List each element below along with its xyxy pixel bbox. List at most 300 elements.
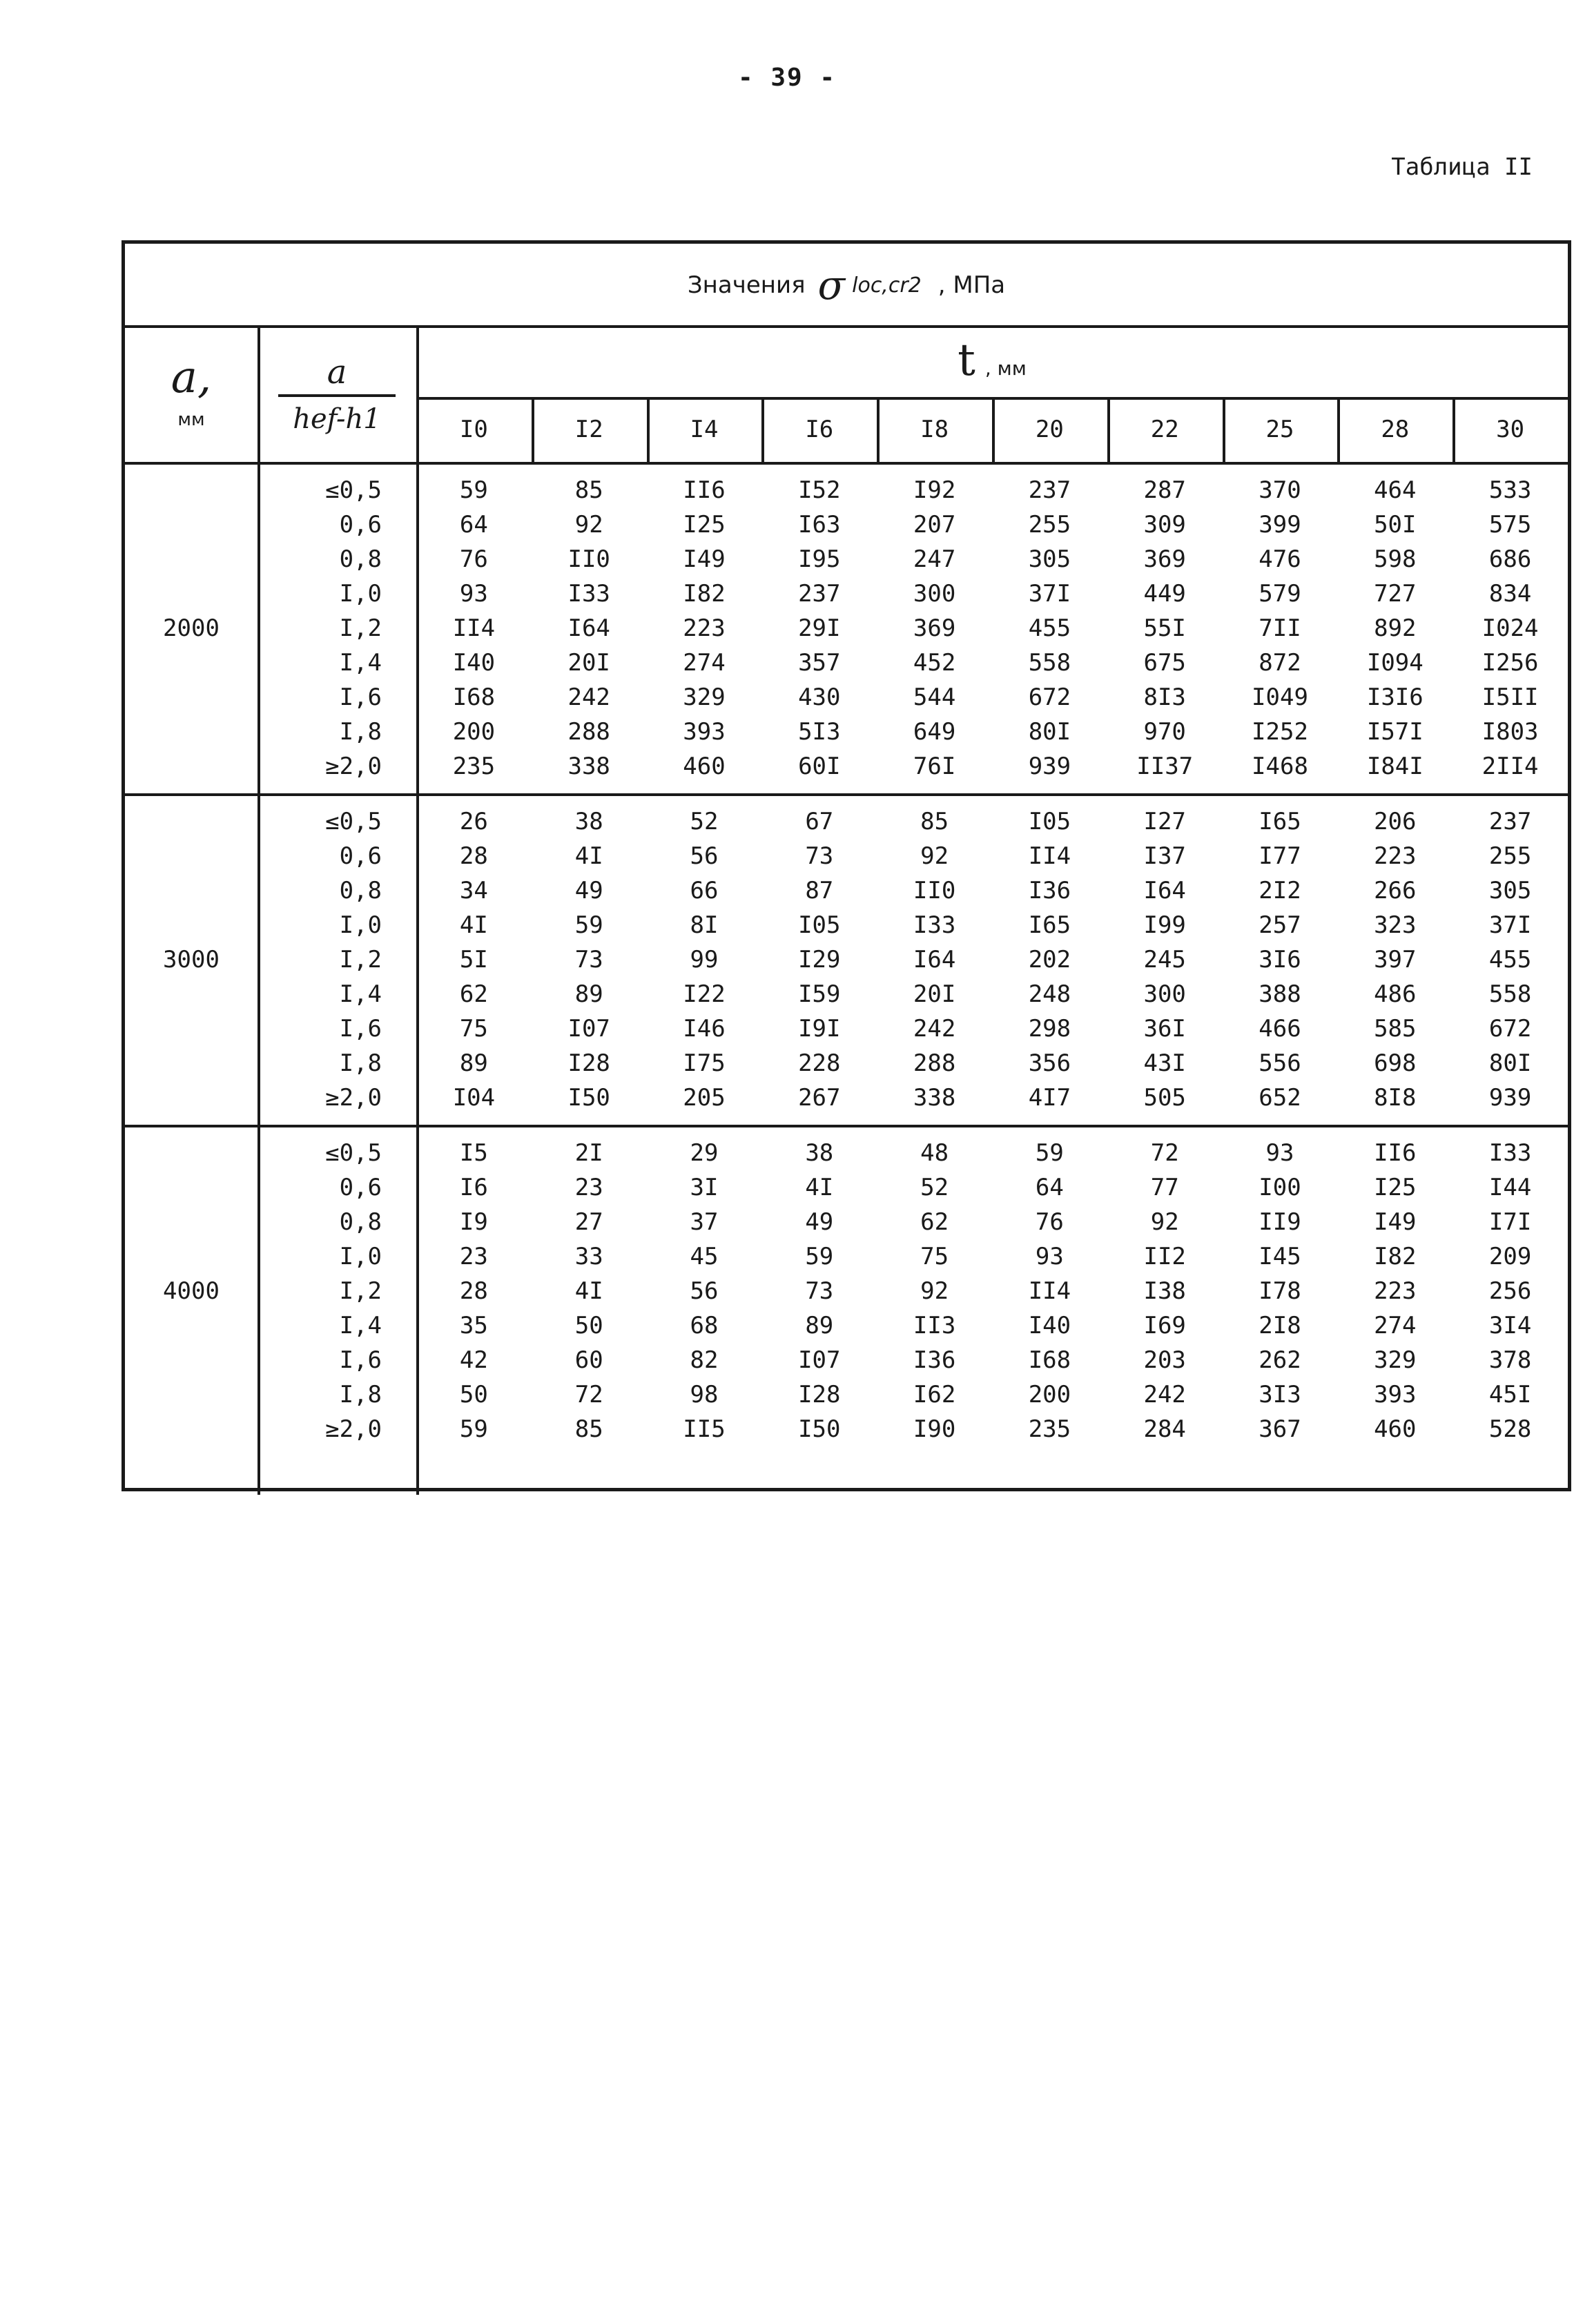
table-cell: 64 — [459, 511, 488, 539]
table-cell: 2I — [574, 1139, 603, 1167]
ratio-value: I,8 — [339, 718, 382, 746]
table-cell: 2I2 — [1259, 877, 1301, 904]
table-cell: I92 — [913, 476, 956, 504]
table-cell: 247 — [913, 545, 956, 573]
table-cell: 82 — [690, 1346, 719, 1374]
table-cell: 309 — [1143, 511, 1186, 539]
table-cell: I82 — [683, 580, 726, 608]
table-cell: I33 — [567, 580, 610, 608]
table-cell: II37 — [1136, 753, 1194, 780]
table-cell: 38 — [805, 1139, 834, 1167]
table-cell: I64 — [913, 946, 956, 974]
table-cell: 652 — [1259, 1084, 1301, 1112]
table-cell: I33 — [913, 911, 956, 939]
ratio-value: I,0 — [339, 911, 382, 939]
t-value-header: 22 — [1150, 416, 1179, 443]
table-cell: 85 — [574, 1415, 603, 1443]
table-cell: 357 — [798, 649, 841, 677]
table-cell: 49 — [574, 877, 603, 904]
table-cell: 455 — [1028, 614, 1071, 642]
table-cell: I65 — [1028, 911, 1071, 939]
table-cell: 203 — [1143, 1346, 1186, 1374]
table-cell: 329 — [1374, 1346, 1417, 1374]
table-cell: 356 — [1028, 1049, 1071, 1077]
table-cell: 338 — [567, 753, 610, 780]
table-cell: I68 — [452, 684, 496, 711]
table-cell: I40 — [452, 649, 496, 677]
ratio-value: I,8 — [339, 1049, 382, 1077]
table-cell: 3I3 — [1259, 1381, 1301, 1408]
table-cell: I68 — [1028, 1346, 1071, 1374]
table-cell: 93 — [1035, 1243, 1064, 1270]
table-cell: 8I — [690, 911, 719, 939]
table-cell: I95 — [798, 545, 841, 573]
page-number: - 39 - — [737, 64, 837, 92]
table-cell: 486 — [1374, 980, 1417, 1008]
sigma-subscript: loc,cr2 — [852, 273, 922, 298]
table-cell: 255 — [1028, 511, 1071, 539]
table-cell: 98 — [690, 1381, 719, 1408]
table-cell: II5 — [683, 1415, 726, 1443]
ratio-value: ≥2,0 — [325, 753, 382, 780]
table-cell: 37 — [690, 1208, 719, 1236]
table-cell: 2I8 — [1259, 1312, 1301, 1339]
table-cell: I78 — [1259, 1277, 1301, 1305]
table-cell: 29I — [798, 614, 841, 642]
table-cell: 235 — [452, 753, 496, 780]
ratio-value: I,2 — [339, 1277, 382, 1305]
block-divider — [125, 1125, 1568, 1127]
table-cell: 8I3 — [1143, 684, 1186, 711]
table-cell: 26 — [459, 808, 488, 835]
table-cell: 649 — [913, 718, 956, 746]
t-symbol: t — [958, 335, 975, 386]
sigma-symbol: σ — [817, 262, 846, 309]
table-cell: 209 — [1488, 1243, 1532, 1270]
table-cell: 8I8 — [1374, 1084, 1417, 1112]
table-cell: 43I — [1143, 1049, 1186, 1077]
table-cell: 73 — [805, 842, 834, 870]
table-cell: 452 — [913, 649, 956, 677]
table-cell: I3I6 — [1366, 684, 1424, 711]
table-cell: I25 — [1374, 1174, 1417, 1201]
table-cell: 464 — [1374, 476, 1417, 504]
table-cell: 60 — [574, 1346, 603, 1374]
ratio-value: ≥2,0 — [325, 1084, 382, 1112]
table-cell: 455 — [1488, 946, 1532, 974]
table-cell: 672 — [1488, 1015, 1532, 1043]
table-cell: 89 — [805, 1312, 834, 1339]
title-prefix: Значения — [687, 271, 806, 299]
table-cell: 5I3 — [798, 718, 841, 746]
table-cell: 329 — [683, 684, 726, 711]
a-header — [125, 353, 258, 430]
table-cell: II2 — [1143, 1243, 1186, 1270]
table-cell: 970 — [1143, 718, 1186, 746]
table-cell: 393 — [683, 718, 726, 746]
ratio-value: 0,8 — [339, 1208, 382, 1236]
table-cell: 399 — [1259, 511, 1301, 539]
table-cell: I9 — [459, 1208, 488, 1236]
table-cell: 59 — [805, 1243, 834, 1270]
table-cell: I49 — [683, 545, 726, 573]
table-cell: 287 — [1143, 476, 1186, 504]
table-cell: 284 — [1143, 1415, 1186, 1443]
table-cell: 37I — [1488, 911, 1532, 939]
table-cell: 872 — [1259, 649, 1301, 677]
table-cell: I40 — [1028, 1312, 1071, 1339]
table-cell: 28 — [459, 842, 488, 870]
table-cell: 3I4 — [1488, 1312, 1532, 1339]
table-cell: I59 — [798, 980, 841, 1008]
table-cell: 77 — [1150, 1174, 1179, 1201]
table-title — [125, 244, 1568, 327]
table-cell: II6 — [1374, 1139, 1417, 1167]
table-cell: II9 — [1259, 1208, 1301, 1236]
ratio-value: I,6 — [339, 1346, 382, 1374]
table-cell: 338 — [913, 1084, 956, 1112]
table-cell: 202 — [1028, 946, 1071, 974]
t-value-header: I0 — [459, 416, 488, 443]
table-cell: 75 — [920, 1243, 949, 1270]
table-cell: 288 — [567, 718, 610, 746]
table-cell: II0 — [567, 545, 610, 573]
table-cell: 68 — [690, 1312, 719, 1339]
table-cell: 59 — [459, 1415, 488, 1443]
table-cell: 92 — [574, 511, 603, 539]
t-value-header: 28 — [1381, 416, 1410, 443]
table-cell: 42 — [459, 1346, 488, 1374]
table-cell: 85 — [574, 476, 603, 504]
table-cell: 34 — [459, 877, 488, 904]
table-cell: 4I — [574, 842, 603, 870]
table-cell: I50 — [567, 1084, 610, 1112]
table-cell: I52 — [798, 476, 841, 504]
title-unit: , МПа — [937, 271, 1006, 299]
t-unit: , мм — [984, 357, 1027, 380]
table-cell: 267 — [798, 1084, 841, 1112]
ratio-value: I,4 — [339, 1312, 382, 1339]
table-cell: 367 — [1259, 1415, 1301, 1443]
table-cell: I5II — [1481, 684, 1539, 711]
table-cell: 245 — [1143, 946, 1186, 974]
table-cell: 93 — [459, 580, 488, 608]
table-cell: 73 — [805, 1277, 834, 1305]
table-cell: 305 — [1488, 877, 1532, 904]
table-cell: 242 — [913, 1015, 956, 1043]
table-cell: I05 — [798, 911, 841, 939]
t-header — [416, 335, 1568, 386]
body-divider — [125, 462, 1568, 465]
table-cell: 460 — [683, 753, 726, 780]
table-cell: 672 — [1028, 684, 1071, 711]
table-cell: 288 — [913, 1049, 956, 1077]
table-cell: 59 — [574, 911, 603, 939]
table-cell: I00 — [1259, 1174, 1301, 1201]
table-cell: 533 — [1488, 476, 1532, 504]
table-cell: 2II4 — [1481, 753, 1539, 780]
table-cell: 237 — [1028, 476, 1071, 504]
table-cell: I803 — [1481, 718, 1539, 746]
table-cell: 505 — [1143, 1084, 1186, 1112]
table-cell: II0 — [913, 877, 956, 904]
table-cell: 76I — [913, 753, 956, 780]
table-cell: 698 — [1374, 1049, 1417, 1077]
table-cell: 378 — [1488, 1346, 1532, 1374]
table-cell: 369 — [913, 614, 956, 642]
table-cell: 66 — [690, 877, 719, 904]
table-cell: 72 — [1150, 1139, 1179, 1167]
table-cell: I64 — [567, 614, 610, 642]
t-value-header: I6 — [805, 416, 834, 443]
t-value-header: 20 — [1035, 416, 1064, 443]
table-cell: 300 — [913, 580, 956, 608]
table-cell: I36 — [913, 1346, 956, 1374]
table-cell: 235 — [1028, 1415, 1071, 1443]
table-cell: I04 — [452, 1084, 496, 1112]
table-cell: 80I — [1488, 1049, 1532, 1077]
table-cell: 675 — [1143, 649, 1186, 677]
block-divider — [125, 793, 1568, 796]
ratio-value: 0,8 — [339, 545, 382, 573]
table-cell: 579 — [1259, 580, 1301, 608]
table-cell: 5I — [459, 946, 488, 974]
table-cell: 45I — [1488, 1381, 1532, 1408]
table-cell: I28 — [567, 1049, 610, 1077]
table-cell: 99 — [690, 946, 719, 974]
table-cell: 237 — [798, 580, 841, 608]
table-cell: 460 — [1374, 1415, 1417, 1443]
table-cell: 223 — [1374, 842, 1417, 870]
header-divider — [125, 325, 1568, 328]
table-cell: 29 — [690, 1139, 719, 1167]
table-cell: 28 — [459, 1277, 488, 1305]
ratio-value: I,8 — [339, 1381, 382, 1408]
table-cell: 558 — [1488, 980, 1532, 1008]
table-cell: 55I — [1143, 614, 1186, 642]
table-cell: 50I — [1374, 511, 1417, 539]
table-cell: 205 — [683, 1084, 726, 1112]
table-cell: 36I — [1143, 1015, 1186, 1043]
table-cell: 49 — [805, 1208, 834, 1236]
table-cell: 228 — [798, 1049, 841, 1077]
table-cell: I57I — [1366, 718, 1424, 746]
table-cell: I44 — [1488, 1174, 1532, 1201]
table-cell: I38 — [1143, 1277, 1186, 1305]
ratio-value: ≤0,5 — [325, 476, 382, 504]
table-cell: I27 — [1143, 808, 1186, 835]
ratio-header — [278, 350, 396, 441]
table-cell: I46 — [683, 1015, 726, 1043]
table-cell: 305 — [1028, 545, 1071, 573]
ratio-value: I,4 — [339, 649, 382, 677]
table-cell: 727 — [1374, 580, 1417, 608]
table-cell: 556 — [1259, 1049, 1301, 1077]
table-cell: 7II — [1259, 614, 1301, 642]
table-cell: 62 — [920, 1208, 949, 1236]
table-cell: II3 — [913, 1312, 956, 1339]
table-cell: 558 — [1028, 649, 1071, 677]
table-cell: 449 — [1143, 580, 1186, 608]
table-cell: 93 — [1265, 1139, 1294, 1167]
table-cell: I22 — [683, 980, 726, 1008]
ratio-value: 0,8 — [339, 877, 382, 904]
table-cell: I256 — [1481, 649, 1539, 677]
table-cell: 72 — [574, 1381, 603, 1408]
table-cell: I75 — [683, 1049, 726, 1077]
table-cell: 200 — [1028, 1381, 1071, 1408]
table-cell: 3I — [690, 1174, 719, 1201]
ratio-value: ≤0,5 — [325, 808, 382, 835]
table-cell: II4 — [1028, 1277, 1071, 1305]
table-cell: I65 — [1259, 808, 1301, 835]
table-cell: I05 — [1028, 808, 1071, 835]
table-cell: 3I6 — [1259, 946, 1301, 974]
table-cell: 59 — [459, 476, 488, 504]
table-cell: 20I — [567, 649, 610, 677]
table-cell: 257 — [1259, 911, 1301, 939]
table-cell: 75 — [459, 1015, 488, 1043]
table-cell: I99 — [1143, 911, 1186, 939]
table-cell: 52 — [690, 808, 719, 835]
table-cell: I45 — [1259, 1243, 1301, 1270]
table-cell: 38 — [574, 808, 603, 835]
table-cell: 76 — [459, 545, 488, 573]
table-cell: 256 — [1488, 1277, 1532, 1305]
table-cell: 89 — [459, 1049, 488, 1077]
table-cell: 76 — [1035, 1208, 1064, 1236]
a-value: 4000 — [163, 1277, 220, 1305]
a-value: 2000 — [163, 614, 220, 642]
table-cell: 48 — [920, 1139, 949, 1167]
table-cell: 92 — [920, 842, 949, 870]
table-cell: 476 — [1259, 545, 1301, 573]
ratio-denominator: hef-h1 — [293, 403, 381, 435]
table-cell: 52 — [920, 1174, 949, 1201]
table-cell: 60I — [798, 753, 841, 780]
a-value: 3000 — [163, 946, 220, 974]
table-cell: 4I — [805, 1174, 834, 1201]
table-cell: 4I — [459, 911, 488, 939]
table-cell: 27 — [574, 1208, 603, 1236]
table-cell: 206 — [1374, 808, 1417, 835]
table-cell: 35 — [459, 1312, 488, 1339]
table-cell: 369 — [1143, 545, 1186, 573]
table-cell: 388 — [1259, 980, 1301, 1008]
t-value-header: 30 — [1496, 416, 1525, 443]
ratio-value: ≥2,0 — [325, 1415, 382, 1443]
ratio-value: 0,6 — [339, 511, 382, 539]
table-cell: 585 — [1374, 1015, 1417, 1043]
table-cell: 248 — [1028, 980, 1071, 1008]
ratio-value: 0,6 — [339, 1174, 382, 1201]
t-value-header: I2 — [574, 416, 603, 443]
table-cell: 300 — [1143, 980, 1186, 1008]
table-cell: 59 — [1035, 1139, 1064, 1167]
table-cell: 430 — [798, 684, 841, 711]
table-cell: 67 — [805, 808, 834, 835]
table-cell: 56 — [690, 842, 719, 870]
ratio-value: I,0 — [339, 1243, 382, 1270]
table-cell: I07 — [798, 1346, 841, 1374]
table-cell: 528 — [1488, 1415, 1532, 1443]
t-value-header: I4 — [690, 416, 719, 443]
table-cell: 834 — [1488, 580, 1532, 608]
table-cell: I62 — [913, 1381, 956, 1408]
table-cell: 80I — [1028, 718, 1071, 746]
ratio-numerator: a — [278, 350, 396, 397]
table-cell: I37 — [1143, 842, 1186, 870]
table-cell: I90 — [913, 1415, 956, 1443]
ratio-value: I,2 — [339, 614, 382, 642]
table-cell: 466 — [1259, 1015, 1301, 1043]
table-cell: I6 — [459, 1174, 488, 1201]
table-cell: I50 — [798, 1415, 841, 1443]
table-cell: 598 — [1374, 545, 1417, 573]
table-cell: 686 — [1488, 545, 1532, 573]
table-cell: I468 — [1252, 753, 1308, 780]
table-cell: I64 — [1143, 877, 1186, 904]
table-cell: 89 — [574, 980, 603, 1008]
table-cell: I82 — [1374, 1243, 1417, 1270]
table-cell: I29 — [798, 946, 841, 974]
table-cell: 544 — [913, 684, 956, 711]
table-caption: Таблица II — [1391, 153, 1533, 181]
table-cell: 274 — [683, 649, 726, 677]
table-cell: I252 — [1252, 718, 1308, 746]
table-cell: 23 — [459, 1243, 488, 1270]
table-cell: 87 — [805, 877, 834, 904]
ratio-value: I,2 — [339, 946, 382, 974]
table-cell: 20I — [913, 980, 956, 1008]
table-cell: 223 — [683, 614, 726, 642]
table-cell: 200 — [452, 718, 496, 746]
table-cell: 266 — [1374, 877, 1417, 904]
table-cell: I28 — [798, 1381, 841, 1408]
table-cell: 323 — [1374, 911, 1417, 939]
table-cell: 23 — [574, 1174, 603, 1201]
table-cell: 223 — [1374, 1277, 1417, 1305]
table-cell: 45 — [690, 1243, 719, 1270]
table-cell: 242 — [567, 684, 610, 711]
table-cell: 33 — [574, 1243, 603, 1270]
table-cell: 73 — [574, 946, 603, 974]
table-cell: 50 — [574, 1312, 603, 1339]
a-symbol: a, — [171, 352, 212, 403]
table-cell: 50 — [459, 1381, 488, 1408]
table-cell: 298 — [1028, 1015, 1071, 1043]
t-value-header: 25 — [1265, 416, 1294, 443]
table-cell: 64 — [1035, 1174, 1064, 1201]
table-cell: 207 — [913, 511, 956, 539]
table-cell: I63 — [798, 511, 841, 539]
table-cell: 242 — [1143, 1381, 1186, 1408]
table-cell: I77 — [1259, 842, 1301, 870]
table-cell: I36 — [1028, 877, 1071, 904]
table-cell: 4I — [574, 1277, 603, 1305]
table-cell: 262 — [1259, 1346, 1301, 1374]
table-cell: II4 — [452, 614, 496, 642]
table-cell: I049 — [1252, 684, 1308, 711]
values-table — [122, 240, 1571, 1491]
table-cell: 92 — [920, 1277, 949, 1305]
table-cell: 62 — [459, 980, 488, 1008]
t-value-header: I8 — [920, 416, 949, 443]
ratio-value: I,6 — [339, 684, 382, 711]
table-cell: 274 — [1374, 1312, 1417, 1339]
table-cell: 56 — [690, 1277, 719, 1305]
table-cell: 939 — [1028, 753, 1071, 780]
